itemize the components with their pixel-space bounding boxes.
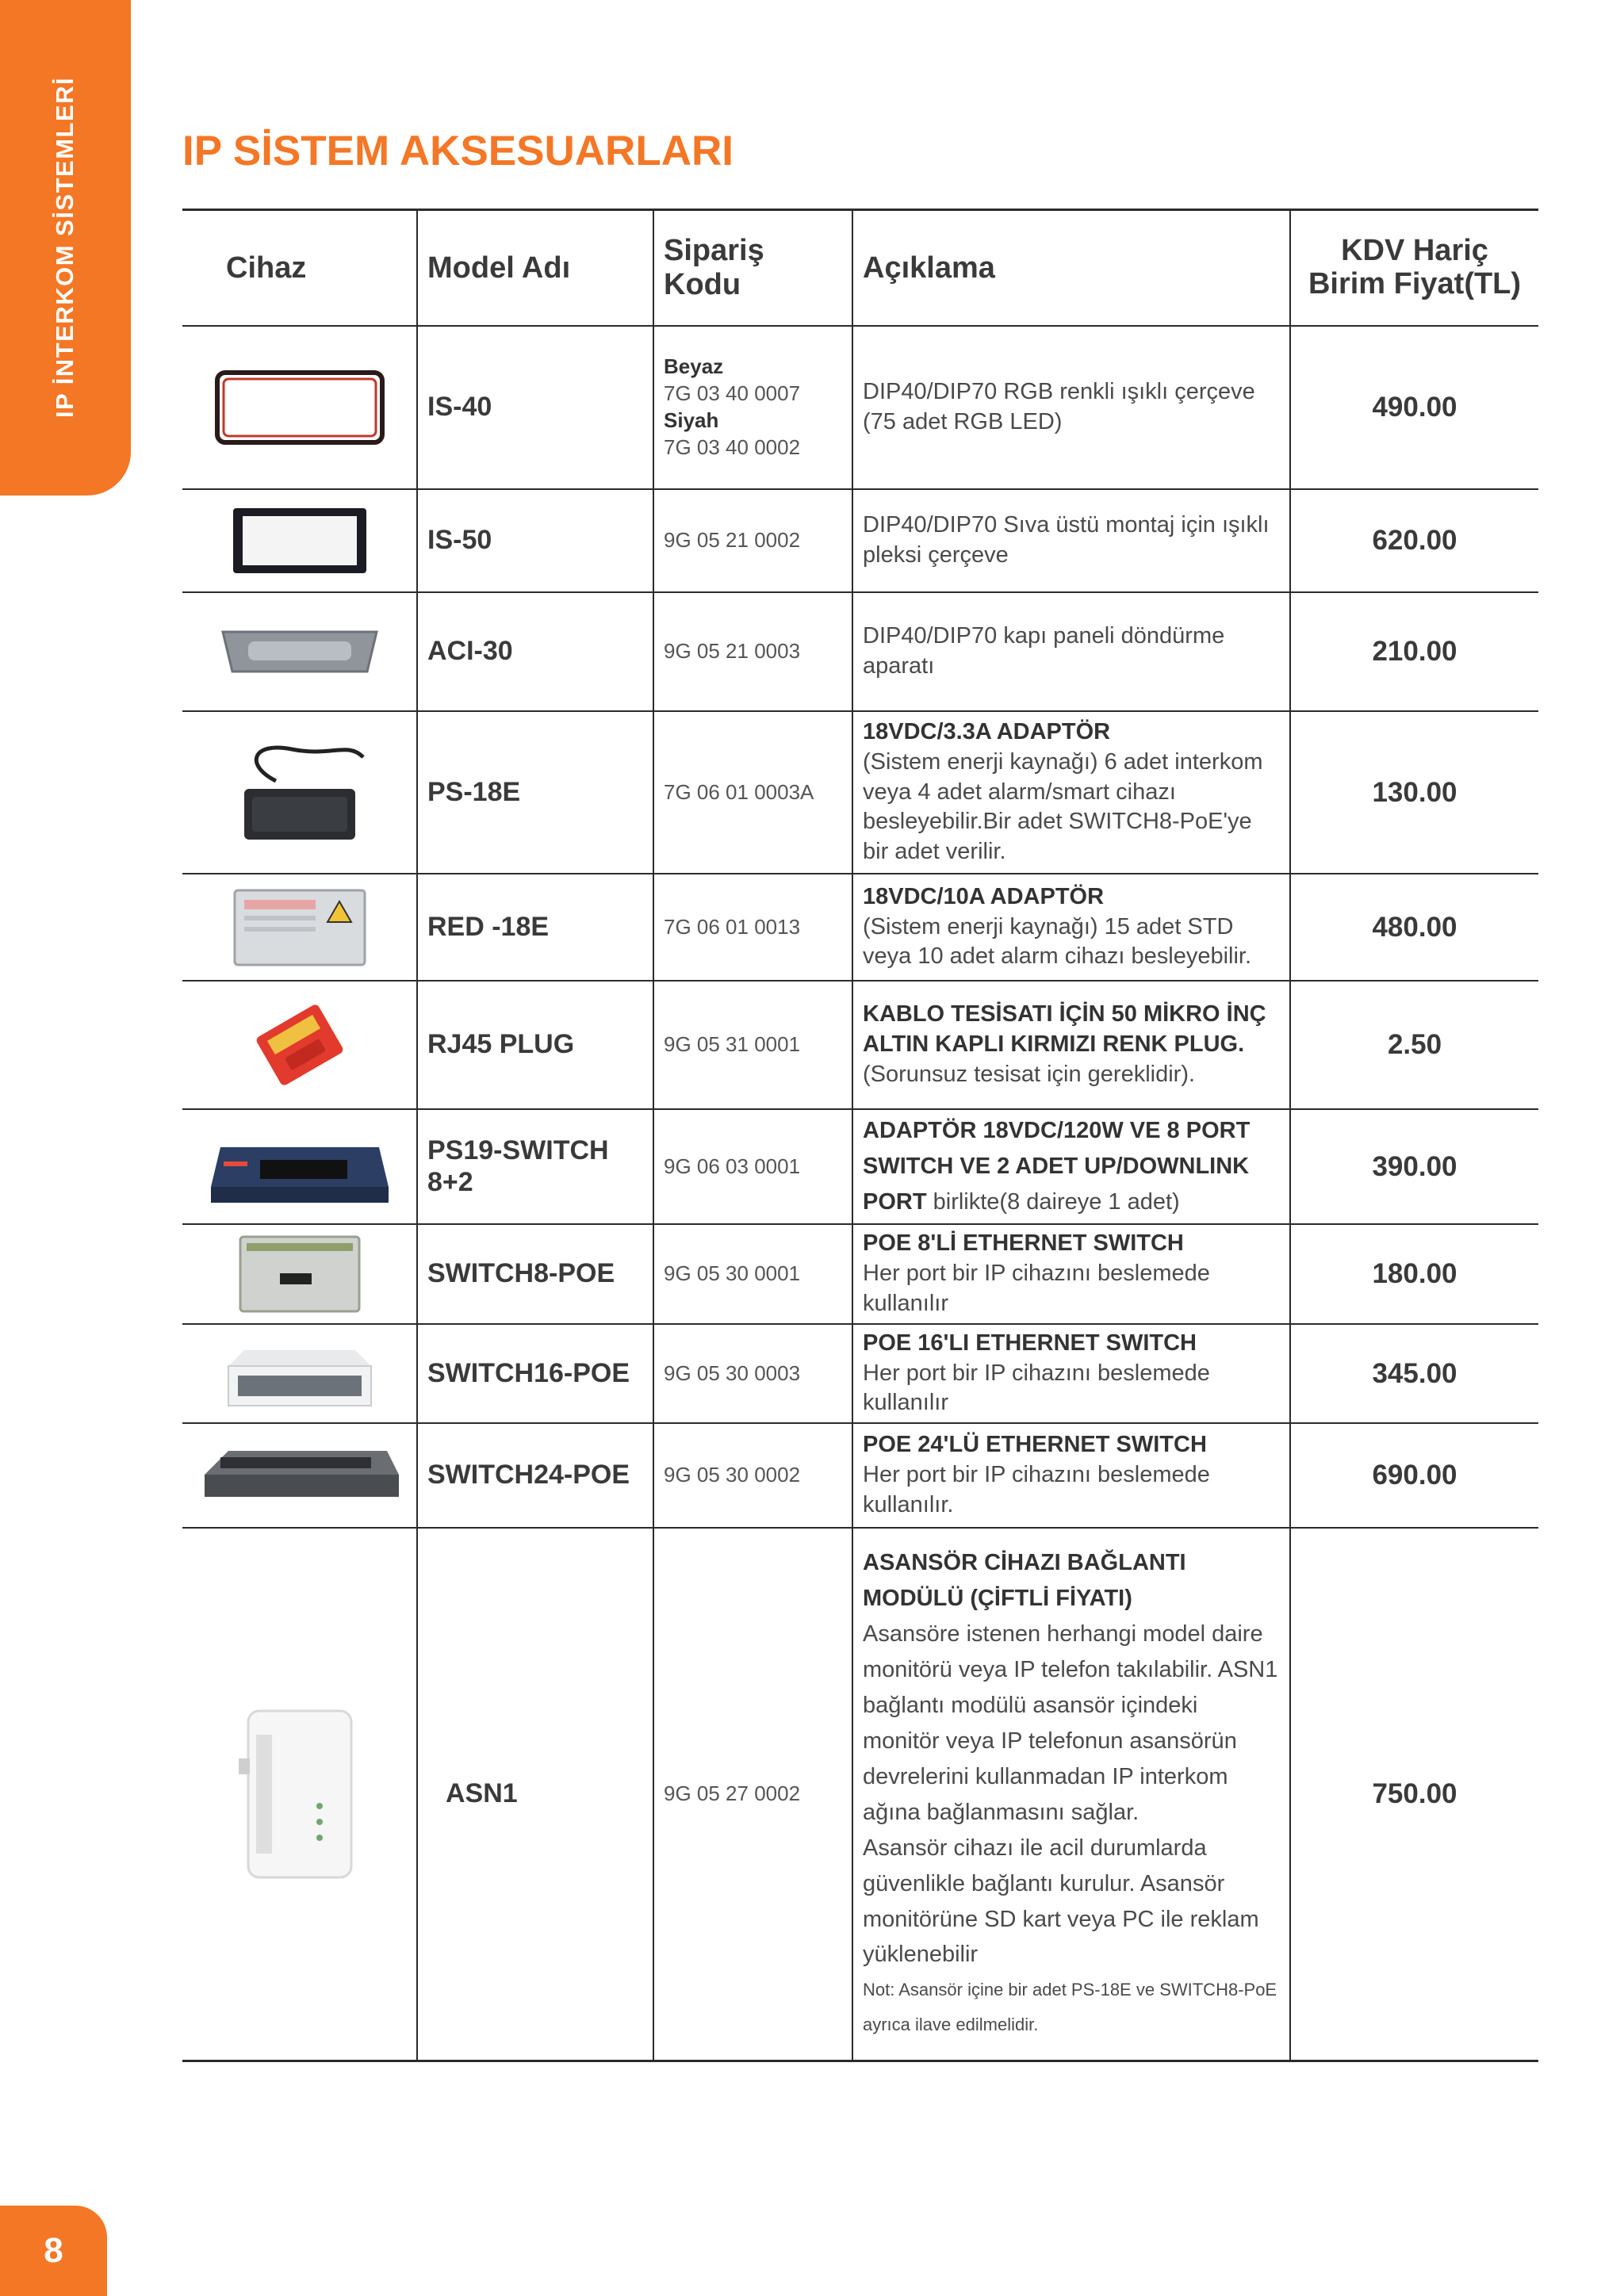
- order-code: 9G 05 21 0003: [653, 592, 852, 711]
- header-price-line2: Birim Fiyat(TL): [1308, 267, 1522, 300]
- header-device: Cihaz: [182, 210, 417, 327]
- description: birlikte(8 daireye 1 adet): [926, 1188, 1180, 1215]
- unit-price: 690.00: [1290, 1423, 1538, 1528]
- description: (Sistem enerji kaynağı) 15 adet STD veya 10 adet alarm cihazı besleyebilir.: [863, 913, 1252, 970]
- unit-price: 750.00: [1290, 1528, 1538, 2061]
- rj45-plug-icon: [240, 993, 359, 1096]
- description: Her port bir IP cihazını beslemede kullanılır: [863, 1360, 1210, 1416]
- unit-price: 2.50: [1290, 981, 1538, 1109]
- description-title: POE 24'LÜ ETHERNET SWITCH: [863, 1432, 1207, 1458]
- switch-icon: [205, 1123, 395, 1211]
- unit-price: 390.00: [1290, 1109, 1538, 1224]
- description: DIP40/DIP70 RGB renkli ışıklı çerçeve (75 adet RGB LED): [852, 326, 1290, 489]
- adapter-icon: [228, 733, 371, 852]
- order-code: 9G 05 21 0002: [653, 489, 852, 592]
- switch16-icon: [220, 1334, 379, 1414]
- order-code: 9G 05 30 0003: [653, 1324, 852, 1423]
- black-frame-icon: [230, 505, 370, 576]
- model-name: RJ45 PLUG: [417, 981, 653, 1109]
- header-description: Açıklama: [852, 210, 1290, 327]
- switch24-icon: [197, 1440, 403, 1511]
- bracket-icon: [216, 624, 383, 679]
- description-title: 18VDC/3.3A ADAPTÖR: [863, 719, 1111, 745]
- unit-price: 490.00: [1290, 326, 1538, 489]
- order-code-white: 7G 03 40 0007: [664, 381, 801, 406]
- description: (Sistem enerji kaynağı) 6 adet interkom veya 4 adet alarm/smart cihazı besleyebilir.Bir adet SWITCH8-PoE'ye bir adet verilir.: [863, 748, 1263, 865]
- description: Her port bir IP cihazını beslemede kullanılır: [863, 1261, 1210, 1316]
- description-title: ASANSÖR CİHAZI BAĞLANTI MODÜLÜ (ÇİFTLİ FİYATI): [863, 1550, 1186, 1612]
- description: Asansöre istenen herhangi model daire monitörü veya IP telefon takılabilir. ASN1 bağlantı modülü asansör içindeki monitör veya IP telefonun asansörün devrelerini kullanmadan IP interkom ağına bağlanmasını sağlar.: [863, 1621, 1278, 1825]
- power-box-icon: [228, 884, 371, 971]
- order-code: 9G 05 27 0002: [653, 1528, 852, 2061]
- description-note: Not: Asansör içine bir adet PS-18E ve SWITCH8-PoE ayrıca ilave edilmelidir.: [863, 1980, 1277, 2035]
- header-model: Model Adı: [417, 210, 653, 327]
- description: DIP40/DIP70 Sıva üstü montaj için ışıklı pleksi çerçeve: [852, 489, 1290, 592]
- description-title: ADAPTÖR 18VDC/120W VE 8 PORT SWITCH VE 2 ADET UP/DOWNLINK PORT: [863, 1118, 1251, 1215]
- unit-price: 210.00: [1290, 592, 1538, 711]
- powerline-adapter-icon: [232, 1703, 367, 1885]
- order-code: 9G 05 30 0001: [653, 1224, 852, 1324]
- poe-switch-icon: [232, 1230, 367, 1318]
- code-label-black: Siyah: [664, 408, 719, 432]
- table-row: [182, 1423, 1538, 1528]
- description-extra: Asansör cihazı ile acil durumlarda güvenlikle bağlantı kurulur. Asansör monitörüne SD kart veya PC ile reklam yüklenebilir: [863, 1835, 1259, 1968]
- model-name: SWITCH8-POE: [417, 1224, 653, 1324]
- side-tab: [0, 0, 131, 496]
- order-code: 9G 06 03 0001: [653, 1109, 852, 1224]
- header-price-line1: KDV Hariç: [1341, 234, 1488, 268]
- side-tab-label: IP İNTERKOM SİSTEMLERİ: [51, 76, 79, 419]
- table-row: [182, 874, 1538, 981]
- table-row: [182, 981, 1538, 1109]
- order-code: 9G 05 31 0001: [653, 981, 852, 1109]
- product-table: [182, 209, 1538, 2062]
- description-title: 18VDC/10A ADAPTÖR: [863, 883, 1105, 909]
- description-title: POE 16'LI ETHERNET SWITCH: [863, 1330, 1197, 1356]
- frame-icon: [213, 368, 387, 447]
- header-order-code: Sipariş Kodu: [653, 210, 852, 327]
- unit-price: 620.00: [1290, 489, 1538, 592]
- model-name: IS-50: [417, 489, 653, 592]
- code-label-white: Beyaz: [664, 354, 724, 379]
- description: DIP40/DIP70 kapı paneli döndürme aparatı: [852, 592, 1290, 711]
- table-row: [182, 711, 1538, 874]
- order-code: 9G 05 30 0002: [653, 1423, 852, 1528]
- order-code: 7G 06 01 0003A: [653, 711, 852, 874]
- model-name: PS19-SWITCH 8+2: [417, 1109, 653, 1224]
- unit-price: 180.00: [1290, 1224, 1538, 1324]
- order-code: 7G 06 01 0013: [653, 874, 852, 981]
- table-header-row: [182, 210, 1538, 327]
- table-row: [182, 1224, 1538, 1324]
- description-title: KABLO TESİSATI İÇİN 50 MİKRO İNÇ ALTIN KAPLI KIRMIZI RENK PLUG.: [863, 1001, 1266, 1058]
- description: Her port bir IP cihazını beslemede kullanılır.: [863, 1462, 1210, 1517]
- description: (Sorunsuz tesisat için gereklidir).: [863, 1061, 1196, 1087]
- model-name: ACI-30: [417, 592, 653, 711]
- table-row: [182, 1528, 1538, 2061]
- model-name: IS-40: [417, 326, 653, 489]
- model-name: SWITCH16-POE: [417, 1324, 653, 1423]
- model-name: RED -18E: [417, 874, 653, 981]
- unit-price: 480.00: [1290, 874, 1538, 981]
- order-code-black: 7G 03 40 0002: [664, 434, 801, 459]
- table-row: [182, 489, 1538, 592]
- unit-price: 345.00: [1290, 1324, 1538, 1423]
- header-price: [1290, 210, 1538, 327]
- table-row: [182, 592, 1538, 711]
- page-title: IP SİSTEM AKSESUARLARI: [182, 128, 733, 174]
- model-name: SWITCH24-POE: [417, 1423, 653, 1528]
- model-name: PS-18E: [417, 711, 653, 874]
- model-name: ASN1: [417, 1528, 653, 2061]
- description-title: POE 8'Lİ ETHERNET SWITCH: [863, 1230, 1184, 1257]
- page-number: 8: [0, 2206, 107, 2296]
- table-row: [182, 326, 1538, 489]
- table-row: [182, 1109, 1538, 1224]
- table-row: [182, 1324, 1538, 1423]
- unit-price: 130.00: [1290, 711, 1538, 874]
